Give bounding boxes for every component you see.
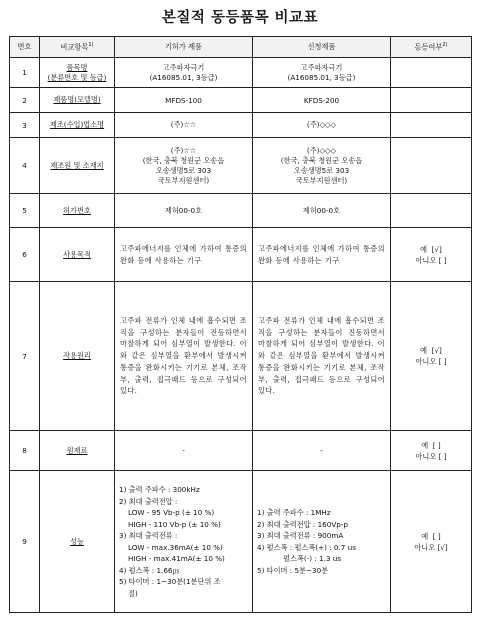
equal-cell	[391, 282, 472, 431]
equal-cell	[391, 194, 472, 228]
table-row	[10, 282, 472, 431]
compare-cell: 1) 출력 주파수 : 300kHz 2) 최대 출력전압 : LOW - 95 Vb-p (± 10 %) HIGH - 110 Vb-p (± 10 %) 3) 최대 출력전류 : LOW - max.36mA(± 10 %) HIGH - max.41mA(± 10 %) 4) 펄스폭 : 1.66㎲ 5) 타이머 : 1~30분(1분단위 조 절)	[115, 471, 253, 613]
equal-cell	[391, 138, 472, 194]
row-number: 7	[10, 282, 40, 431]
compare-cell: 고주파자극기 (A16085.01, 3등급)	[115, 58, 253, 88]
equal-yes: 예 [√]	[420, 244, 442, 254]
header-item: 비교항목$^{1)}$	[40, 37, 115, 58]
table-row	[10, 471, 472, 613]
header-compare: 기허가 제품	[115, 37, 253, 58]
equal-cell	[391, 431, 472, 471]
equal-no: 아니오 [ ]	[415, 451, 447, 461]
item-cell: 품목명 (분류번호 및 등급)	[40, 58, 115, 88]
header-equal: 동등여부$^{2)}$	[391, 37, 472, 58]
row-number: 6	[10, 228, 40, 282]
compare-cell: 고주파에너지를 인체에 가하여 통증의 완화 등에 사용하는 기구	[115, 228, 253, 282]
apply-cell: 고주파에너지를 인체에 가하여 통증의 완화 등에 사용하는 기구	[253, 228, 391, 282]
apply-cell: KFDS-200	[253, 88, 391, 113]
header-row	[10, 37, 472, 58]
item-cell: 제품명(모델명)	[40, 88, 115, 113]
table-row	[10, 431, 472, 471]
compare-cell: (주)☆☆ (한국, 충북 청원군 오송읍 오송생명5로 303 국토부지원센터)	[115, 138, 253, 194]
apply-cell: 고주파 전류가 인체 내에 흡수되면 조직을 구성하는 분자들이 진동하면서 마찰하게 되어 심부열이 발생한다. 이와 같은 심부열을 환부에서 발생시켜 통증을 완화시키는 기기로 본체, 조작부, 출력, 접극패드 등으로 구성되어 있다.	[253, 282, 391, 431]
item-cell: 사용목적	[40, 228, 115, 282]
table-row	[10, 113, 472, 138]
equal-cell	[391, 228, 472, 282]
compare-cell: -	[115, 431, 253, 471]
equal-cell	[391, 113, 472, 138]
row-number: 5	[10, 194, 40, 228]
equal-no: 아니오 [√]	[414, 542, 448, 552]
row-number: 9	[10, 471, 40, 613]
equal-yes: 예 [ ]	[421, 440, 441, 450]
equal-yes: 예 [ ]	[421, 531, 441, 541]
compare-cell: 제허00-0호	[115, 194, 253, 228]
equal-cell	[391, 58, 472, 88]
table-row	[10, 58, 472, 88]
equal-cell	[391, 471, 472, 613]
header-no: 번호	[10, 37, 40, 58]
apply-cell: 제허00-0호	[253, 194, 391, 228]
item-cell: 제조(수입)업소명	[40, 113, 115, 138]
row-number: 4	[10, 138, 40, 194]
equal-no: 아니오 [ ]	[415, 255, 447, 265]
apply-cell: (주)◇◇◇ (한국, 충북 청원군 오송읍 오송생명5로 303 국토부지원센터)	[253, 138, 391, 194]
table-row	[10, 228, 472, 282]
table-row	[10, 138, 472, 194]
apply-cell: 1) 출력 주파수 : 1MHz 2) 최대 출력전압 : 160Vp-p 3) 최대 출력전류 : 900mA 4) 펄스폭 : 펄스폭(+) : 0.7 us 펄스폭(-) : 1.3 us 5) 타이머 : 5분~30분	[253, 471, 391, 613]
compare-cell: MFDS-100	[115, 88, 253, 113]
comparison-table	[9, 36, 472, 613]
apply-cell: 고주파자극기 (A16085.01, 3등급)	[253, 58, 391, 88]
table-row	[10, 194, 472, 228]
item-cell: 허가번호	[40, 194, 115, 228]
equal-yes: 예 [√]	[420, 346, 442, 355]
apply-cell: -	[253, 431, 391, 471]
document-title: 본질적 동등품목 비교표	[161, 9, 319, 26]
compare-cell: 고주파 전류가 인체 내에 흡수되면 조직을 구성하는 분자들이 진동하면서 마찰하게 되어 심부열이 발생한다. 이와 같은 심부열을 환부에서 발생시켜 통증을 완화시키는 기기로 본체, 조작부, 출력, 접극패드 등으로 구성되어 있다.	[115, 282, 253, 431]
table-row	[10, 88, 472, 113]
header-apply: 신청제품	[253, 37, 391, 58]
equal-no: 아니오 [ ]	[415, 357, 447, 366]
apply-cell: (주)◇◇◇	[253, 113, 391, 138]
compare-cell: (주)☆☆	[115, 113, 253, 138]
item-cell: 제조원 및 소재지	[40, 138, 115, 194]
row-number: 3	[10, 113, 40, 138]
item-cell: 성능	[40, 471, 115, 613]
row-number: 1	[10, 58, 40, 88]
equal-cell	[391, 88, 472, 113]
row-number: 2	[10, 88, 40, 113]
item-cell: 원재료	[40, 431, 115, 471]
item-cell: 작용원리	[40, 282, 115, 431]
row-number: 8	[10, 431, 40, 471]
